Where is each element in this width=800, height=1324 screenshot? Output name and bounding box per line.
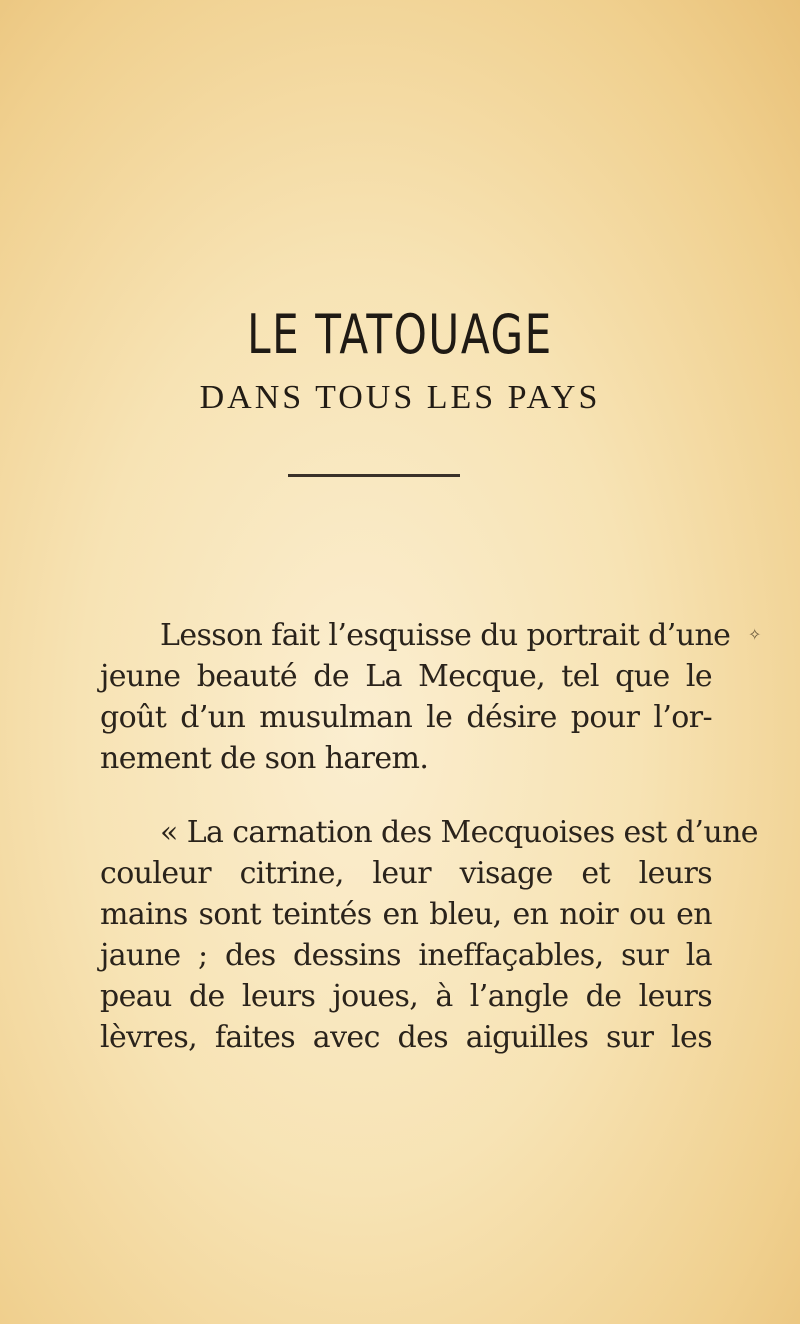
paragraph-line: Lesson fait l’esquisse du portrait d’une	[160, 618, 731, 653]
paragraph-1	[100, 615, 731, 779]
paragraph-line: lèvres, faites avec des aiguilles sur les	[100, 1020, 712, 1055]
paragraph-line: couleur citrine, leur visage et leurs	[100, 856, 712, 891]
paragraph-line: goût d’un musulman le désire pour l’or-	[100, 700, 712, 735]
paragraph-line: peau de leurs joues, à l’angle de leurs	[100, 979, 712, 1014]
paragraph-line: jeune beauté de La Mecque, tel que le	[100, 659, 712, 694]
chapter-subtitle: DANS TOUS LES PAYS	[199, 379, 601, 416]
paragraph-2	[100, 812, 758, 1058]
paragraph-line: « La carnation des Mecquoises est d’une	[160, 815, 758, 850]
title-divider-rule	[288, 474, 460, 477]
paragraph-line: jaune ; des dessins ineffaçables, sur la	[100, 938, 712, 973]
chapter-title: LE TATOUAGE	[247, 303, 553, 366]
paragraph-line: mains sont teintés en bleu, en noir ou en	[100, 897, 712, 932]
paragraph-line: nement de son harem.	[100, 741, 429, 776]
ink-blot-mark: ✧	[748, 625, 762, 644]
